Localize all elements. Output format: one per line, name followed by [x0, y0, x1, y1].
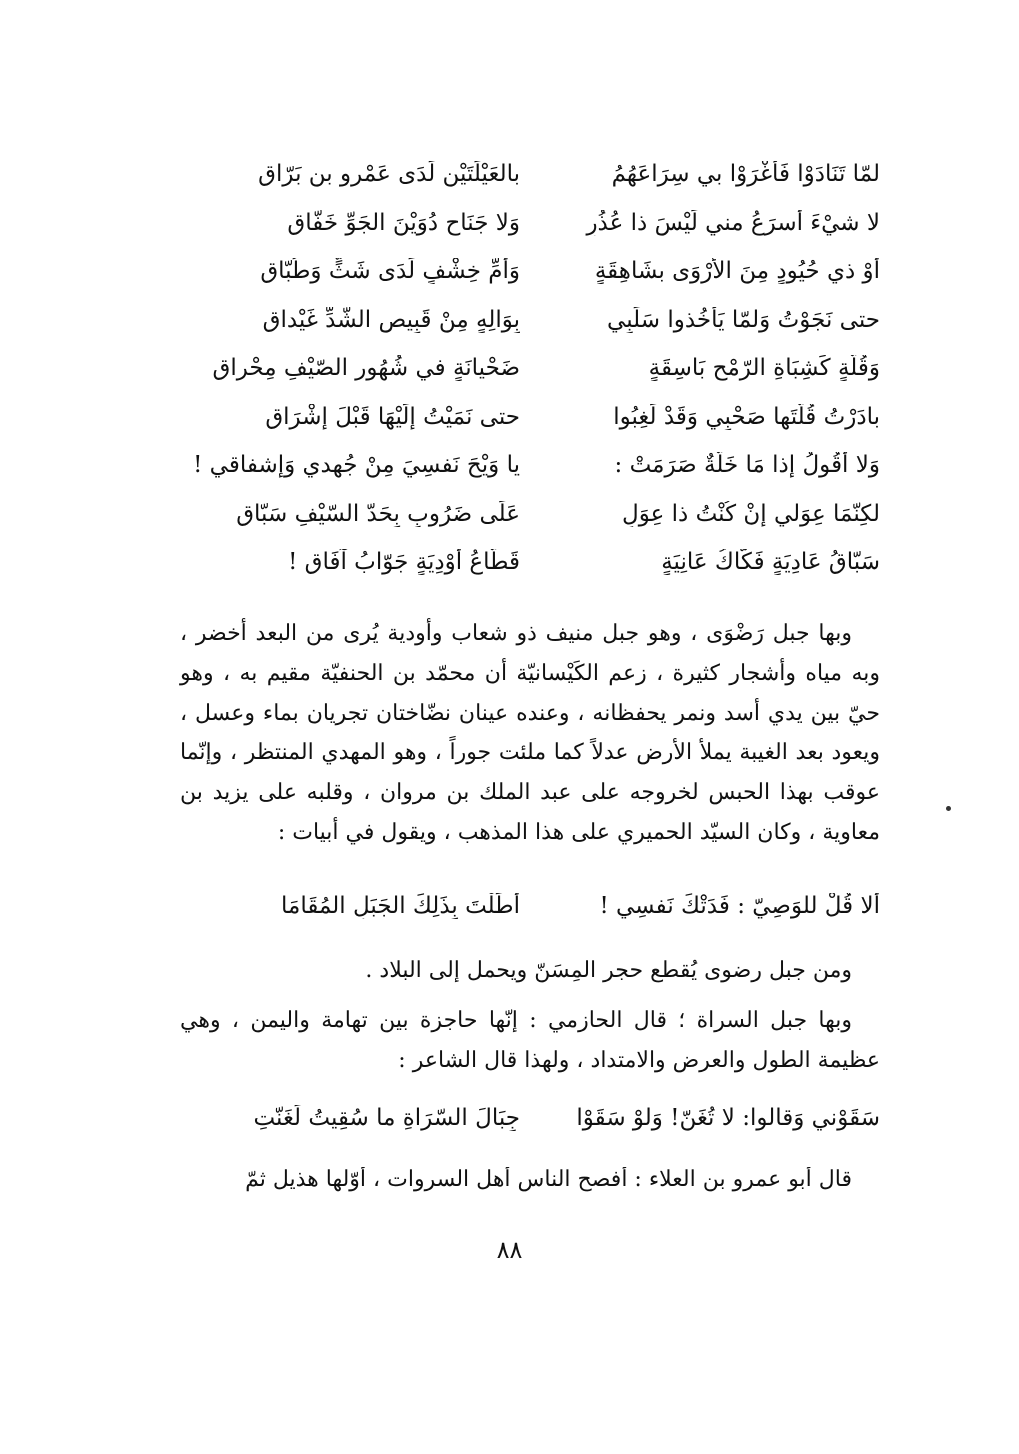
verse-second-hemistich: جِبَالَ السّرَاةِ ما سُقِيتُ لَغَنّتِ: [253, 1105, 520, 1131]
verse-second-hemistich: وَأُمِّ خِشْفٍ لَدَى شَثٍّ وَطُبّاقِ: [260, 258, 520, 285]
line-whetstone: ومن جبل رضوى يُقطع حجر المِسَنّ ويحمل إلى البلاد .: [365, 958, 852, 983]
verse-first-hemistich: سَقَوْني وَقالوا: لا تُغَنّ! وَلوْ سَقَوْا: [576, 1105, 880, 1131]
verse-first-hemistich: بادَرْتُ قُلّتَها صَحْبِي وَقَدْ لَغِبُوا: [613, 403, 880, 430]
verse-row: [180, 247, 880, 296]
verse-sarat-poet: [180, 1105, 880, 1131]
verse-row: [180, 150, 880, 199]
poem-verses: [180, 150, 880, 587]
verse-second-hemistich: بالعَيْلَتَيْنِ لَدَى عَمْرِو بنِ بَرّاقِ: [258, 161, 520, 188]
verse-row: [180, 441, 880, 490]
verse-second-hemistich: بِوَالِهٍ مِنْ قَبِيصِ الشّدِّ غَيْداقِ: [262, 306, 520, 333]
verse-second-hemistich: وَلا جَنَاحٍ دُوَيْنَ الجَوِّ خَفّاقِ: [287, 209, 520, 236]
paragraph-sarat: [180, 1001, 880, 1081]
verse-second-hemistich: يا وَيْحَ نَفسِيَ مِنْ جُهدي وَإشفاقي !: [193, 452, 520, 479]
verse-row: [180, 490, 880, 539]
verse-row: [180, 393, 880, 442]
verse-row: [180, 199, 880, 248]
verse-second-hemistich: حتى نَمَيْتُ إلَيْهَا قَبْلَ إشْرَاقِ: [265, 403, 520, 430]
verse-first-hemistich: حتى نَجَوْتُ وَلمّا يَأخُذوا سَلَبِي: [607, 306, 880, 333]
verse-second-hemistich: قَطّاعُ أوْدِيَةٍ جَوّابُ آفَاقِ !: [288, 549, 520, 576]
paragraph-text: وبها جبل السراة ؛ قال الحازمي : إنّها حاجزة بين تهامة واليمن ، وهي عظيمة الطول والعرض والامتداد ، ولهذا قال الشاعر :: [180, 1008, 880, 1073]
ink-speck: [946, 806, 951, 811]
verse-row: [180, 538, 880, 587]
verse-first-hemistich: لمّا تَنَادَوْا فَأغْرَوْا بي سِرَاعَهُمُ: [611, 161, 880, 188]
page-number: ٨٨: [496, 1236, 523, 1264]
paragraph-text: وبها جبل رَضْوَى ، وهو جبل منيف ذو شعاب وأودية يُرى من البعد أخضر ، وبه مياه وأشجار كثيرة ، زعم الكَيْسانيّة أن محمّد بن الحنفيّة مقيم به ، وهو حيّ بين يدي أسد ونمر يحفظانه ، وعنده عينان نضّاختان تجريان بماء وعسل ، ويعود بعد الغيبة يملأ الأرض عدلاً كما ملئت جوراً ، وهو المهدي المنتظر ، وإنّما عوقب بهذا الحبس لخروجه على عبد الملك بن مروان ، وقلبه على يزيد بن معاوية ، وكان السيّد الحميري على هذا المذهب ، ويقول في أبيات :: [180, 621, 880, 845]
verse-first-hemistich: لا شيْءَ أسرَعُ مني لَيْسَ ذا عُذُرٍ: [586, 209, 880, 236]
verse-second-hemistich: ضَحْيانَةٍ في شُهُورِ الصّيْفِ مِحْراقِ: [212, 355, 520, 382]
verse-first-hemistich: سَبّاقُ عَادِيَةٍ فَكّاكُ عَانِيَةٍ: [661, 549, 880, 576]
verse-sayyid-himyari: [180, 893, 880, 919]
paragraph-radwa: [180, 614, 880, 853]
verse-first-hemistich: وَلا أقُولُ إذا مَا خَلّةٌ صَرَمَتْ :: [614, 452, 880, 479]
verse-row: [180, 296, 880, 345]
verse-second-hemistich: عَلَى ضَرُوبٍ بِحَدّ السّيْفِ سَبّاقِ: [236, 500, 520, 527]
verse-row: [180, 344, 880, 393]
line-abu-amr: قال أبو عمرو بن العلاء : أفصح الناس أهل السروات ، أوّلها هذيل ثمّ: [245, 1167, 852, 1192]
verse-first-hemistich: ألا قُلْ للوَصِيّ : فَدَتْكَ نَفسِي !: [599, 893, 880, 919]
verse-first-hemistich: أوْ ذي حُيُودٍ مِنَ الأرْوَى بشَاهِقَةٍ: [594, 258, 880, 285]
verse-first-hemistich: لكِنّمَا عِوَلي إنْ كُنْتُ ذا عِوَلٍ: [622, 500, 880, 527]
verse-first-hemistich: وَقُلّةٍ كَشِبَاةِ الرّمْحِ بَاسِقَةٍ: [648, 355, 880, 382]
verse-second-hemistich: أطَلْتَ بِذَلِكَ الجَبَلِ المُقَامَا: [281, 893, 520, 919]
